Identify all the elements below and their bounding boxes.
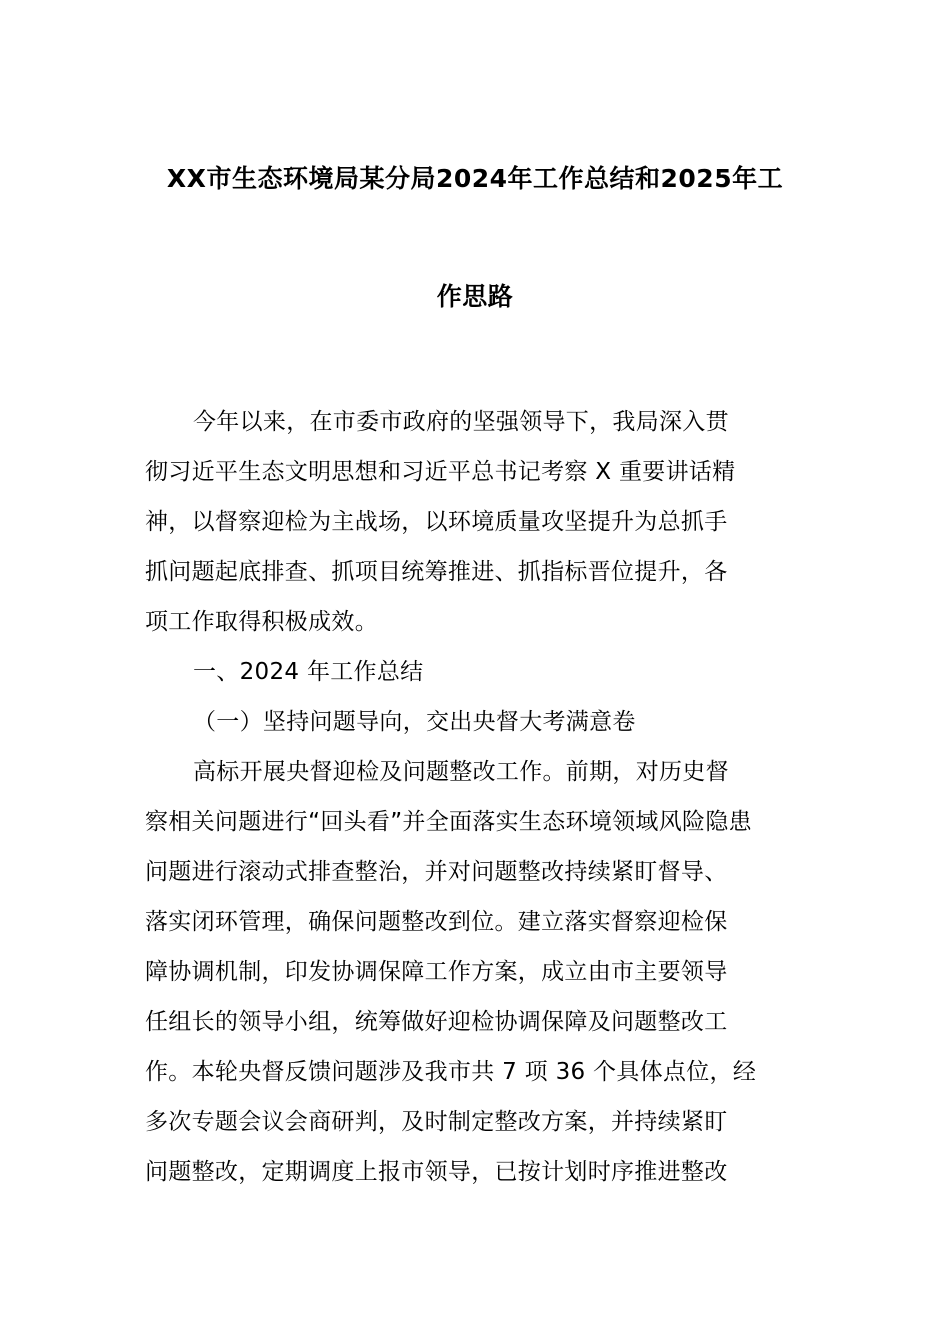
body-line: 高标开展央督迎检及问题整改工作。前期，对历史督 — [193, 759, 729, 785]
body-line: 察相关问题进行“回头看”并全面落实生态环境领域风险隐患 — [145, 809, 752, 835]
body-line: 彻习近平生态文明思想和习近平总书记考察 X 重要讲话精 — [145, 459, 736, 485]
subsection-heading: （一）坚持问题导向，交出央督大考满意卷 — [193, 709, 636, 735]
section-heading: 一、2024 年工作总结 — [193, 659, 424, 685]
document-body — [145, 397, 810, 1197]
document-title-line-1: XX市生态环境局某分局2024年工作总结和2025年工 — [166, 164, 784, 193]
body-line: 抓问题起底排查、抓项目统筹推进、抓指标晋位提升，各 — [145, 559, 728, 585]
body-line: 问题进行滚动式排查整治，并对问题整改持续紧盯督导、 — [145, 859, 728, 885]
body-line: 今年以来，在市委市政府的坚强领导下，我局深入贯 — [193, 409, 729, 435]
body-line: 多次专题会议会商研判，及时制定整改方案，并持续紧盯 — [145, 1109, 728, 1135]
body-line: 项工作取得积极成效。 — [145, 609, 378, 635]
body-line: 神，以督察迎检为主战场，以环境质量攻坚提升为总抓手 — [145, 509, 728, 535]
body-line: 任组长的领导小组，统筹做好迎检协调保障及问题整改工 — [145, 1009, 728, 1035]
body-line: 落实闭环管理，确保问题整改到位。建立落实督察迎检保 — [145, 909, 728, 935]
body-line: 障协调机制，印发协调保障工作方案，成立由市主要领导 — [145, 959, 728, 985]
body-line: 问题整改，定期调度上报市领导，已按计划时序推进整改 — [145, 1159, 728, 1185]
document-title-line-2: 作思路 — [436, 282, 514, 311]
body-line: 作。本轮央督反馈问题涉及我市共 7 项 36 个具体点位，经 — [145, 1059, 757, 1085]
